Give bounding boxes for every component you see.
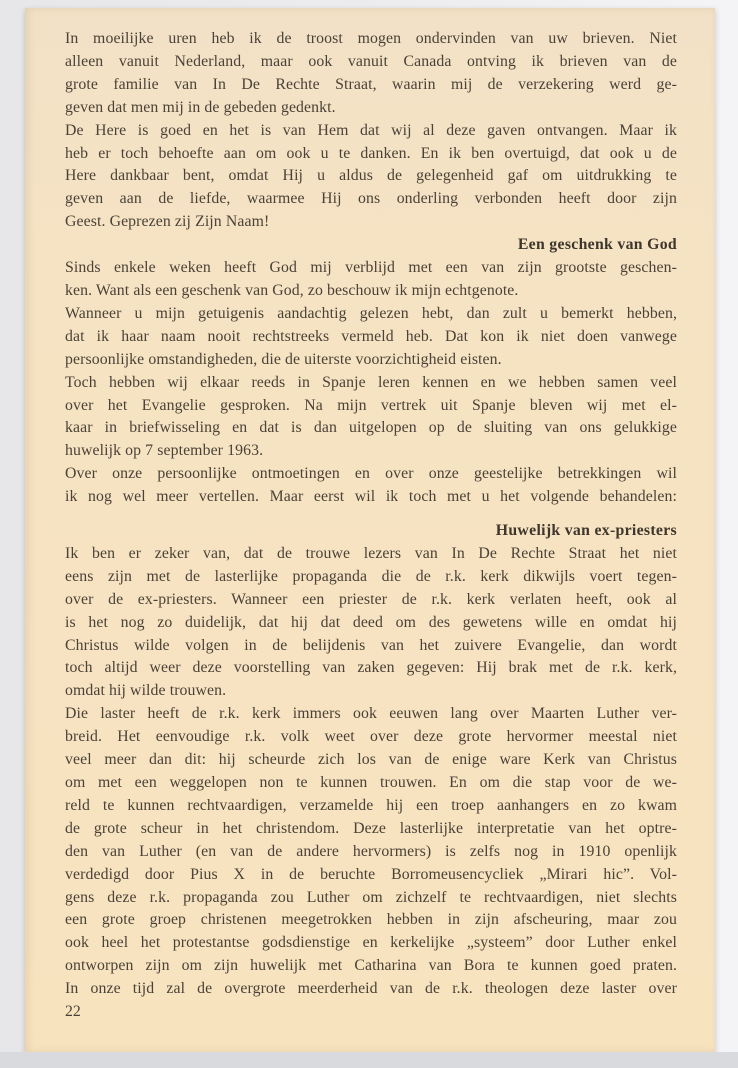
text-line: verdedigd door Pius X in de beruchte Borromeusencycliek „Mirari hic”. Vol- xyxy=(65,865,677,883)
text-line: Toch hebben wij elkaar reeds in Spanje leren kennen en we hebben samen veel xyxy=(65,373,677,391)
section-heading: Huwelijk van ex-priesters xyxy=(495,522,677,540)
text-line: breid. Het eenvoudige r.k. volk weet over deze grote hervormer meestal niet xyxy=(65,728,677,746)
text-line: omdat hij wilde trouwen. xyxy=(65,682,227,700)
text-line: de grote scheur in het christendom. Deze lasterlijke interpretatie van het optre- xyxy=(65,819,677,837)
text-line: veel meer dan dit: hij scheurde zich los van de enige ware Kerk van Christus xyxy=(65,751,677,769)
text-line: grote familie van In De Rechte Straat, waarin mij de verzekering werd ge- xyxy=(65,75,677,93)
text-line: kaar in briefwisseling en dat is dan uitgelopen op de sluiting van ons gelukkige xyxy=(65,419,677,437)
scanner-bed-edge xyxy=(0,1052,738,1068)
text-line: alleen vanuit Nederland, maar ook vanuit Canada ontving ik brieven van de xyxy=(65,52,677,70)
text-line: geven dat men mij in de gebeden gedenkt. xyxy=(65,98,336,116)
section-heading: Een geschenk van God xyxy=(517,236,677,254)
text-line: ook heel het protestantse godsdienstige en kerkelijke „systeem” door Luther enkel xyxy=(65,934,677,952)
text-line: ontworpen zijn om zijn huwelijk met Catharina van Bora te kunnen goed praten. xyxy=(65,957,677,975)
text-line: ken. Want als een geschenk van God, zo beschouw ik mijn echtgenote. xyxy=(65,281,519,299)
text-line: over het Evangelie gesproken. Na mijn vertrek uit Spanje bleven wij met el- xyxy=(65,396,677,414)
text-line: heb er toch behoefte aan om ook u te danken. En ik ben overtuigd, dat ook u de xyxy=(65,144,677,162)
text-line: Ik ben er zeker van, dat de trouwe lezers van In De Rechte Straat het niet xyxy=(65,544,677,562)
text-line: persoonlijke omstandigheden, die de uiterste voorzichtigheid eisten. xyxy=(65,350,502,368)
text-line: toch altijd weer deze voorstelling van zaken gegeven: Hij brak met de r.k. kerk, xyxy=(65,659,677,677)
text-line: Wanneer u mijn getuigenis aandachtig gelezen hebt, dan zult u bemerkt hebben, xyxy=(65,304,677,322)
text-line: Die laster heeft de r.k. kerk immers ook eeuwen lang over Maarten Luther ver- xyxy=(65,705,677,723)
text-line: een grote groep christenen meegetrokken hebben in zijn afscheuring, maar zou xyxy=(65,911,677,929)
text-line: dat ik haar naam nooit rechtstreeks vermeld heb. Dat kon ik niet doen vanwege xyxy=(65,327,677,345)
text-line: huwelijk op 7 september 1963. xyxy=(65,442,264,460)
page-number: 22 xyxy=(65,1003,81,1021)
text-line: Geest. Geprezen zij Zijn Naam! xyxy=(65,213,270,231)
text-line: Over onze persoonlijke ontmoetingen en over onze geestelijke betrekkingen wil xyxy=(65,465,677,483)
text-line: Christus wilde volgen in de belijdenis van het zuivere Evangelie, dan wordt xyxy=(65,636,677,654)
text-line: den van Luther (en van de andere hervormers) is zelfs nog in 1910 openlijk xyxy=(65,842,677,860)
text-line: Here dankbaar bent, omdat Hij u aldus de gelegenheid gaf om uitdrukking te xyxy=(65,167,677,185)
text-line: In moeilijke uren heb ik de troost mogen ondervinden van uw brieven. Niet xyxy=(65,30,677,47)
text-line: eens zijn met de lasterlijke propaganda die de r.k. kerk dikwijls voert tegen- xyxy=(65,567,677,585)
text-line: reld te kunnen rechtvaardigen, verzamelde hij een troep aanhangers en zo kwam xyxy=(65,796,677,814)
text-blocks xyxy=(65,28,677,1001)
text-line: In onze tijd zal de overgrote meerderheid van de r.k. theologen deze laster over xyxy=(65,980,677,998)
text-line: Sinds enkele weken heeft God mij verblijd met een van zijn grootste geschen- xyxy=(65,259,677,277)
text-line: ik nog wel meer vertellen. Maar eerst wil ik toch met u het volgende behandelen: xyxy=(65,488,677,506)
book-page xyxy=(25,8,715,1052)
text-line: om met een weggelopen non te kunnen trouwen. En om die stap voor de we- xyxy=(65,774,677,791)
text-line: is het nog zo duidelijk, dat hij dat deed om des gewetens wille en omdat hij xyxy=(65,613,677,631)
text-line: over de ex-priesters. Wanneer een priester de r.k. kerk verlaten heeft, ook al xyxy=(65,590,677,608)
text-line: De Here is goed en het is van Hem dat wij al deze gaven ontvangen. Maar ik xyxy=(65,121,677,139)
text-line: gens deze r.k. propaganda zou Luther om zichzelf te rechtvaardigen, niet slechts xyxy=(65,888,677,906)
text-line: geven aan de liefde, waarmee Hij ons onderling verbonden heeft door zijn xyxy=(65,190,677,208)
